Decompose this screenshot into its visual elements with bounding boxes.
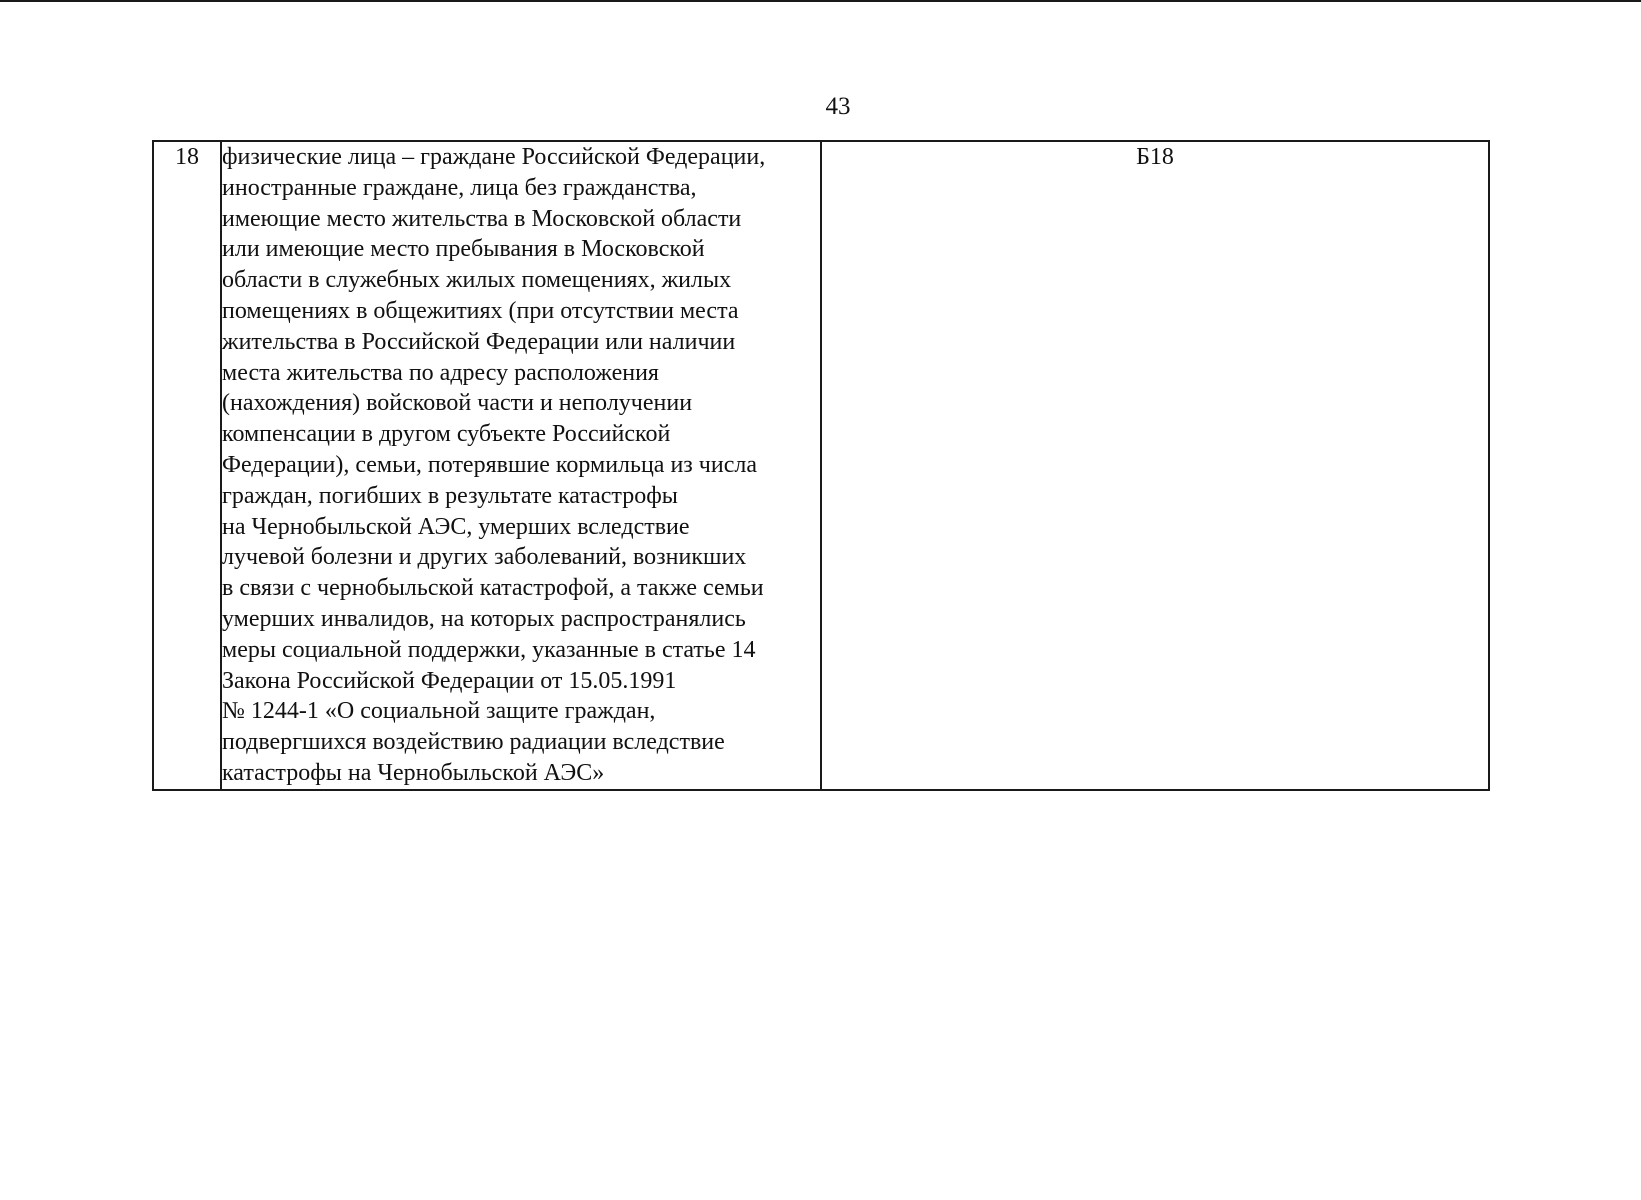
row-number-cell: 18 [153,141,221,790]
row-description-cell: физические лица – граждане Российской Федерации, иностранные граждане, лица без гражданства, имеющие место жительства в Московской области или имеющие место пребывания в Московской области в служебных жилых помещениях, жилых помещениях в общежитиях (при отсутствии места жительства в Российской Федерации или наличии места жительства по адресу расположения (нахождения) войсковой части и неполучении компенсации в другом субъекте Российской Федерации), семьи, потерявшие кормильца из числа граждан, погибших в результате катастрофы на Чернобыльской АЭС, умерших вследствие лучевой болезни и других заболеваний, возникших в связи с чернобыльской катастрофой, а также семьи умерших инвалидов, на которых распространялись меры социальной поддержки, указанные в статье 14 Закона Российской Федерации от 15.05.1991 № 1244-1 «О социальной защите граждан, подвергшихся воздействию радиации вследствие катастрофы на Чернобыльской АЭС» [221,141,821,790]
row-code-cell: Б18 [821,141,1489,790]
table-row [153,141,1489,790]
page-number: 43 [825,93,851,120]
scan-edge-top [0,0,1642,2]
document-table [152,140,1490,791]
